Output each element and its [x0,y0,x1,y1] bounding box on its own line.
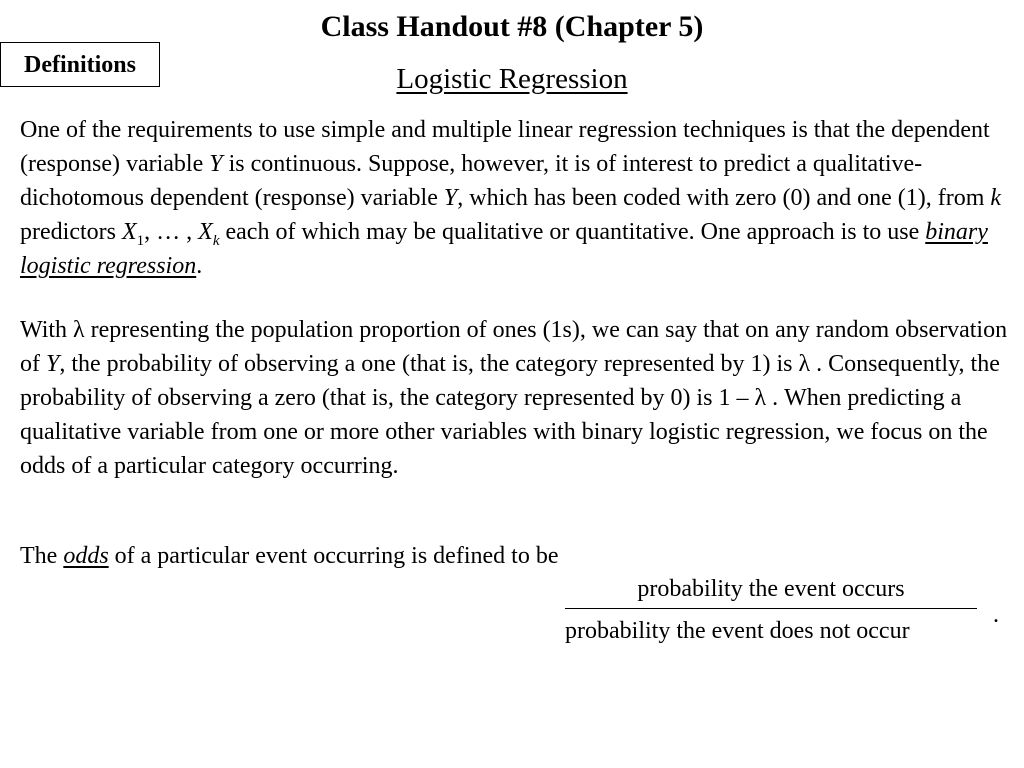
variable-y: Y [209,151,223,177]
fraction-numerator: probability the event occurs [637,576,905,602]
para1-text-7: . [196,253,203,279]
para1-text-4: predictors [20,219,122,245]
paragraph-lambda [20,313,1010,483]
page-title: Class Handout #8 (Chapter 5) [320,10,704,43]
para1-text-5: , … , [144,219,199,245]
variable-xk: X [198,219,213,245]
fraction-denominator: probability the event does not occur [565,618,910,644]
subscript-k: k [212,232,220,249]
para2-text-2: , the probability of observing a one (that is, the category represented by 1) is λ . Consequently, the probability of observing a zero (that is, the category represented by 0) is 1 – λ . When predicting a qualitative variable from one or more other variables with binary logistic regression, we focus on the odds of a particular category occurring. [20,351,1000,479]
fraction-bar [565,608,977,609]
variable-y: Y [46,351,60,377]
subtitle-text: Logistic Regression [396,63,628,95]
para1-text-2: is continuous. Suppose, however, it is of interest to predict a qualitative-dichotomous dependent (response) variable [20,151,923,211]
fraction-period: . [993,602,999,628]
para3-text-2: of a particular event occurring is defined to be [108,543,559,569]
term-binary-logistic-regression: binary logistic regression [20,219,988,279]
para1-text-6: each of which may be qualitative or quantitative. One approach is to use [219,219,926,245]
variable-y: Y [443,185,458,211]
paragraph-intro [20,113,1010,283]
term-odds: odds [63,543,109,569]
definitions-box: Definitions [0,42,160,87]
para2-text-1: With λ representing the population proportion of ones (1s), we can say that on any random observation of [20,317,1008,377]
para1-text-1: One of the requirements to use simple and multiple linear regression techniques is that the dependent (response) variable [20,117,990,177]
para3-text-1: The [20,543,64,569]
para1-text-3: , which has been coded with zero (0) and one (1), from [457,185,991,211]
paragraph-odds [20,539,1010,573]
variable-k: k [990,185,1002,211]
subscript-1: 1 [136,232,145,249]
variable-x1: X [121,219,137,245]
section-subtitle [0,62,1024,96]
